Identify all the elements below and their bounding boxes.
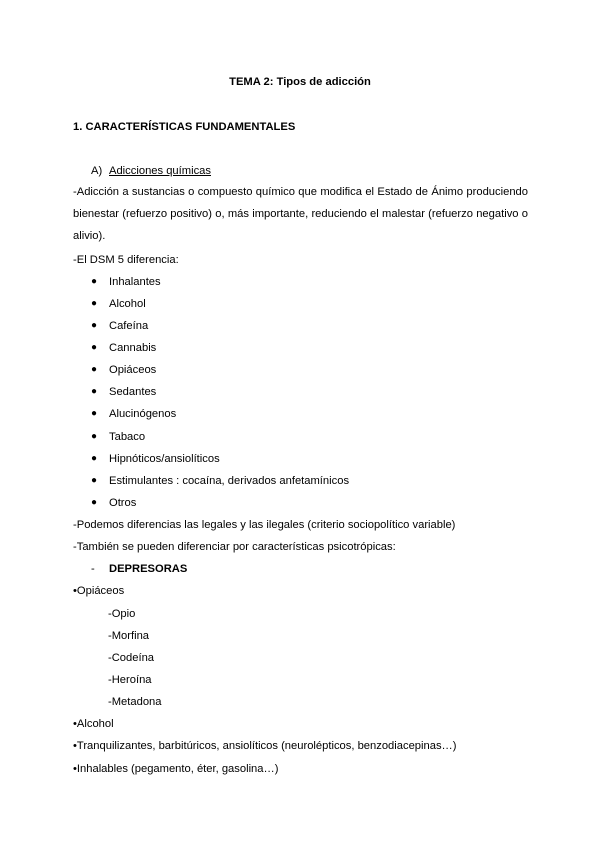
bullet-icon: ● [91, 431, 98, 442]
subsection-heading: Adicciones químicas [109, 165, 211, 177]
definition-paragraph: -Adicción a sustancias o compuesto químico que modifica el Estado de Ánimo produciendo bienestar (refuerzo positivo) o, más importante, reduciendo el malestar (refuerzo negativo o alivio). [73, 186, 528, 242]
bullet-icon: ● [91, 497, 98, 508]
list-item-label: Tabaco [109, 431, 146, 443]
bullet-icon: ● [91, 453, 98, 464]
opiaceo-item: -Codeína [108, 652, 155, 664]
inhalables-item: •Inhalables (pegamento, éter, gasolina…) [73, 763, 279, 775]
document-title: TEMA 2: Tipos de adicción [229, 76, 371, 88]
list-item-label: Hipnóticos/ansiolíticos [109, 453, 220, 465]
list-item-label: Cannabis [109, 342, 157, 354]
list-item-label: Cafeína [109, 320, 149, 332]
bullet-icon: ● [91, 298, 98, 309]
depresoras-dash: - [91, 563, 95, 575]
tranquilizantes-item: •Tranquilizantes, barbitúricos, ansiolíticos (neurolépticos, benzodiacepinas…) [73, 740, 457, 752]
list-item-label: Opiáceos [109, 364, 157, 376]
list-item-label: Inhalantes [109, 276, 161, 288]
list-item-label: Otros [109, 497, 137, 509]
depresoras-heading: DEPRESORAS [109, 563, 188, 575]
bullet-icon: ● [91, 408, 98, 419]
bullet-icon: ● [91, 364, 98, 375]
dsm-intro: -El DSM 5 diferencia: [73, 254, 179, 266]
subsection-marker: A) [91, 165, 103, 177]
legal-paragraph: -Podemos diferencias las legales y las ilegales (criterio sociopolítico variable) [73, 519, 456, 531]
bullet-icon: ● [91, 276, 98, 287]
psicotropic-paragraph: -También se pueden diferenciar por características psicotrópicas: [73, 541, 396, 553]
opiaceo-item: -Opio [108, 608, 136, 620]
alcohol-item: •Alcohol [73, 718, 114, 730]
bullet-icon: ● [91, 320, 98, 331]
opiaceo-item: -Heroína [108, 674, 152, 686]
section-heading: 1. CARACTERÍSTICAS FUNDAMENTALES [73, 121, 296, 133]
opiaceo-item: -Morfina [108, 630, 150, 642]
list-item-label: Estimulantes : cocaína, derivados anfetamínicos [109, 475, 350, 487]
bullet-icon: ● [91, 475, 98, 486]
list-item-label: Alcohol [109, 298, 146, 310]
opiaceo-item: -Metadona [108, 696, 162, 708]
bullet-icon: ● [91, 386, 98, 397]
bullet-icon: ● [91, 342, 98, 353]
opiaceos-heading: •Opiáceos [73, 585, 125, 597]
list-item-label: Sedantes [109, 386, 157, 398]
list-item-label: Alucinógenos [109, 408, 177, 420]
